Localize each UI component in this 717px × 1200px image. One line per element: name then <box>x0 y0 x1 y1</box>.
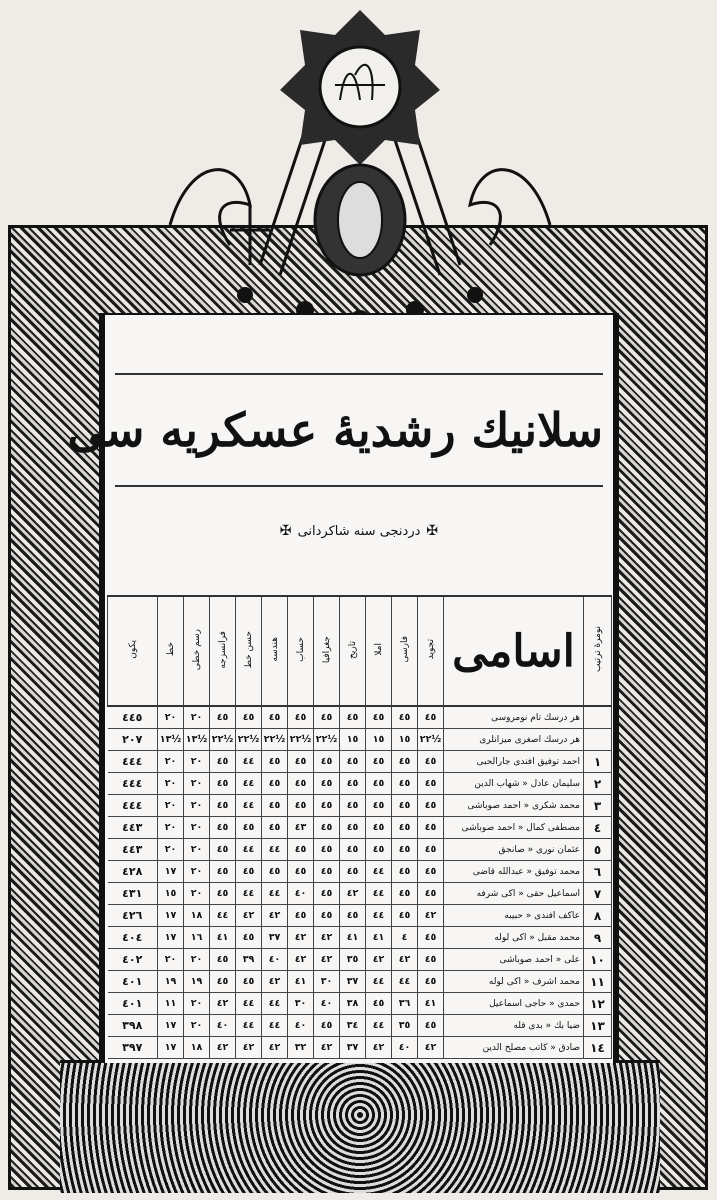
header-rank <box>584 596 612 706</box>
score-cell: ٤٥ <box>340 706 366 729</box>
score-cell: ٢٢½ <box>210 729 236 751</box>
score-cell: ٤٥ <box>366 706 392 729</box>
ornament-icon: ✠ <box>426 523 439 539</box>
score-cell: ٢٠ <box>158 751 184 773</box>
score-cell: ٤٤ <box>366 905 392 927</box>
table-row <box>108 839 612 861</box>
score-cell: ٤٢ <box>392 949 418 971</box>
score-cell: ٤٥ <box>262 751 288 773</box>
score-cell: ٤ <box>392 927 418 949</box>
score-cell: ١٧ <box>158 927 184 949</box>
score-cell: ٣٨ <box>340 993 366 1015</box>
score-cell: ٢٠ <box>158 817 184 839</box>
score-cell: ١٥ <box>392 729 418 751</box>
document-panel <box>67 315 613 1063</box>
score-cell: ٤٠ <box>288 1015 314 1037</box>
score-cell: ١٣½ <box>158 729 184 751</box>
bottom-ornament <box>60 1060 660 1193</box>
table-row <box>108 883 612 905</box>
score-cell: ٤٥ <box>314 706 340 729</box>
score-cell: ٤٢ <box>366 949 392 971</box>
score-cell: ٤٥ <box>236 817 262 839</box>
total-cell: ٤٠١ <box>108 993 158 1015</box>
header-subject-label: حسن خط <box>243 630 254 669</box>
score-cell: ٤٤ <box>366 1015 392 1037</box>
header-subject <box>184 596 210 706</box>
score-cell: ٣٤ <box>340 1015 366 1037</box>
header-subject-label: تاريخ <box>347 640 358 659</box>
score-cell: ٤٥ <box>262 773 288 795</box>
subtitle <box>105 523 613 539</box>
score-cell: ٤٤ <box>366 861 392 883</box>
score-cell: ٢٠ <box>158 773 184 795</box>
rank-cell: ٣ <box>584 795 612 817</box>
score-cell: ٤٤ <box>366 971 392 993</box>
rank-cell: ٩ <box>584 927 612 949</box>
score-cell: ٤٤ <box>236 773 262 795</box>
score-cell: ١٨ <box>184 1037 210 1059</box>
header-subject-label: جغرافيا <box>321 635 332 664</box>
score-cell: ١٦ <box>184 927 210 949</box>
table-row <box>108 729 612 751</box>
score-cell: ٤٤ <box>262 883 288 905</box>
score-cell: ٤٢ <box>288 927 314 949</box>
rank-cell: ١٣ <box>584 1015 612 1037</box>
total-cell: ٤٠٢ <box>108 949 158 971</box>
ornament-icon: ✠ <box>279 523 292 539</box>
score-cell: ١٧ <box>158 1037 184 1059</box>
student-name: محمد اشرف « اكى لوله <box>444 971 584 993</box>
score-cell: ٤٥ <box>366 993 392 1015</box>
header-subject <box>392 596 418 706</box>
score-cell: ٤٤ <box>392 971 418 993</box>
header-total-label: يكون <box>127 640 138 659</box>
score-cell: ٤٥ <box>210 706 236 729</box>
table-row <box>108 927 612 949</box>
score-cell: ٤٥ <box>314 839 340 861</box>
student-name: صادق « كاتب مصلح الدين <box>444 1037 584 1059</box>
score-cell: ٢٠ <box>158 949 184 971</box>
header-subject <box>288 596 314 706</box>
score-cell: ٣٥ <box>340 949 366 971</box>
score-cell: ٢٢½ <box>262 729 288 751</box>
score-cell: ٤٤ <box>210 905 236 927</box>
score-cell: ٤٥ <box>314 905 340 927</box>
score-cell: ٤٥ <box>262 795 288 817</box>
score-cell: ٤٠ <box>288 883 314 905</box>
score-cell: ٤٥ <box>366 817 392 839</box>
score-cell: ٢٠ <box>184 993 210 1015</box>
table-row <box>108 1015 612 1037</box>
rank-cell: ١٢ <box>584 993 612 1015</box>
score-cell: ٤٥ <box>288 795 314 817</box>
rank-cell: ٤ <box>584 817 612 839</box>
rank-cell: ١٠ <box>584 949 612 971</box>
score-cell: ٤٥ <box>288 861 314 883</box>
score-cell: ٤٥ <box>340 905 366 927</box>
score-cell: ٣٩ <box>236 949 262 971</box>
score-cell: ٤٥ <box>392 773 418 795</box>
score-cell: ٤٥ <box>210 949 236 971</box>
score-cell: ١٥ <box>366 729 392 751</box>
score-cell: ٤٥ <box>314 1015 340 1037</box>
subtitle-text: دردنجى سنه شاكردانى <box>297 524 421 539</box>
student-name: ضيا بك « بدى قله <box>444 1015 584 1037</box>
total-cell: ٤٤٤ <box>108 751 158 773</box>
student-name: هر درسك تام نومروسى <box>444 706 584 729</box>
score-cell: ٤٤ <box>236 1015 262 1037</box>
rank-cell: ٨ <box>584 905 612 927</box>
score-cell: ١٧ <box>158 1015 184 1037</box>
rank-cell: ٧ <box>584 883 612 905</box>
score-cell: ٤٥ <box>418 1015 444 1037</box>
score-cell: ٤٢ <box>236 1037 262 1059</box>
student-name: محمد شكرى « احمد صوباشى <box>444 795 584 817</box>
score-cell: ٤٥ <box>418 927 444 949</box>
score-cell: ٤٥ <box>288 839 314 861</box>
score-cell: ٣٠ <box>288 993 314 1015</box>
table-row <box>108 971 612 993</box>
score-cell: ٤٥ <box>288 773 314 795</box>
score-cell: ٣٧ <box>340 971 366 993</box>
score-cell: ٤٢ <box>340 883 366 905</box>
score-cell: ٤٥ <box>418 883 444 905</box>
total-cell: ٤٢٦ <box>108 905 158 927</box>
score-cell: ٢٠ <box>184 795 210 817</box>
score-cell: ٤٥ <box>236 706 262 729</box>
score-cell: ٤٥ <box>210 839 236 861</box>
score-cell: ٤٥ <box>418 817 444 839</box>
score-cell: ٤٥ <box>314 751 340 773</box>
score-cell: ٤٢ <box>314 1037 340 1059</box>
total-cell: ٤٠٤ <box>108 927 158 949</box>
student-name: حمدى « حاجى اسماعيل <box>444 993 584 1015</box>
score-cell: ٤٥ <box>392 839 418 861</box>
header-subject-label: تجويد <box>425 639 436 660</box>
score-cell: ٢٠ <box>184 751 210 773</box>
header-subject <box>210 596 236 706</box>
total-cell: ٤٤٤ <box>108 773 158 795</box>
total-cell: ٤٤٣ <box>108 817 158 839</box>
score-cell: ٤٥ <box>288 751 314 773</box>
rank-cell: ١١ <box>584 971 612 993</box>
score-cell: ٤١ <box>418 993 444 1015</box>
score-cell: ٢٢½ <box>418 729 444 751</box>
score-cell: ٤٥ <box>210 861 236 883</box>
score-cell: ٤٠ <box>314 993 340 1015</box>
score-cell: ١١ <box>158 993 184 1015</box>
rank-cell: ١٤ <box>584 1037 612 1059</box>
score-cell: ٤٣ <box>288 817 314 839</box>
score-cell: ٢٢½ <box>288 729 314 751</box>
score-cell: ٤٥ <box>366 795 392 817</box>
score-cell: ٤٥ <box>314 817 340 839</box>
score-cell: ٤٥ <box>236 927 262 949</box>
header-subject-label: هندسه <box>269 637 280 662</box>
student-name: محمد مقبل « اكى لوله <box>444 927 584 949</box>
score-cell: ٤٥ <box>236 971 262 993</box>
score-cell: ٤٥ <box>210 795 236 817</box>
score-cell: ٤٤ <box>262 993 288 1015</box>
score-cell: ٣٦ <box>392 993 418 1015</box>
score-cell: ٤٢ <box>288 949 314 971</box>
score-cell: ٣٥ <box>392 1015 418 1037</box>
score-cell: ٤٢ <box>210 1037 236 1059</box>
score-cell: ٤٤ <box>236 993 262 1015</box>
score-cell: ٤٥ <box>366 751 392 773</box>
student-name: سليمان عادل « شهاب الدين <box>444 773 584 795</box>
score-cell: ٣٢ <box>288 1037 314 1059</box>
score-cell: ٤٠ <box>392 1037 418 1059</box>
score-cell: ٤٥ <box>210 773 236 795</box>
score-cell: ٢٢½ <box>314 729 340 751</box>
score-cell: ٢٠ <box>158 795 184 817</box>
header-names: اسامى <box>444 596 584 706</box>
score-cell: ٤٥ <box>262 817 288 839</box>
header-rank-label: نومرۀ ترتيب <box>592 626 603 673</box>
score-cell: ٤٥ <box>392 861 418 883</box>
table-row <box>108 861 612 883</box>
score-cell: ٤٤ <box>262 1015 288 1037</box>
score-cell: ٤٢ <box>418 1037 444 1059</box>
student-name: مصطفى كمال « احمد صوباشى <box>444 817 584 839</box>
student-name: محمد توفيق « عبدالله قاضى <box>444 861 584 883</box>
score-cell: ٤٠ <box>210 1015 236 1037</box>
rank-cell <box>584 729 612 751</box>
student-name: اسماعيل حقى « اكى شرفه <box>444 883 584 905</box>
table-row <box>108 949 612 971</box>
score-cell: ٤٥ <box>340 795 366 817</box>
header-subject-label: خط <box>165 642 176 657</box>
score-cell: ١٥ <box>340 729 366 751</box>
score-cell: ٤٢ <box>314 927 340 949</box>
score-cell: ٤٥ <box>210 971 236 993</box>
score-cell: ٤٢ <box>366 1037 392 1059</box>
total-cell: ٤٠١ <box>108 971 158 993</box>
score-cell: ٤٥ <box>340 817 366 839</box>
score-cell: ٤٥ <box>210 883 236 905</box>
score-cell: ٣٧ <box>340 1037 366 1059</box>
header-subject-label: فارسى <box>399 636 410 663</box>
score-cell: ٤٥ <box>392 706 418 729</box>
score-cell: ٤٥ <box>418 706 444 729</box>
score-cell: ٤٥ <box>418 795 444 817</box>
score-cell: ٤٥ <box>418 949 444 971</box>
score-cell: ٣٠ <box>314 971 340 993</box>
score-cell: ٤٥ <box>262 706 288 729</box>
score-cell: ٢٠ <box>184 773 210 795</box>
rank-cell: ٢ <box>584 773 612 795</box>
score-cell: ٤٥ <box>288 905 314 927</box>
table-row <box>108 751 612 773</box>
score-cell: ٤٥ <box>340 839 366 861</box>
score-cell: ٤٤ <box>236 883 262 905</box>
table-row <box>108 1037 612 1059</box>
header-subject-label: حساب <box>295 637 306 662</box>
score-cell: ٢٠ <box>184 883 210 905</box>
score-cell: ٢٠ <box>184 1015 210 1037</box>
score-cell: ٤٤ <box>262 839 288 861</box>
student-name: هر درسك اصغرى ميزانلرى <box>444 729 584 751</box>
score-cell: ١٥ <box>158 883 184 905</box>
rank-cell: ٦ <box>584 861 612 883</box>
score-cell: ٤٥ <box>418 971 444 993</box>
header-subject <box>340 596 366 706</box>
score-cell: ٤٢ <box>314 949 340 971</box>
score-cell: ٤١ <box>366 927 392 949</box>
score-cell: ٤٥ <box>418 751 444 773</box>
header-subject-label: املا <box>373 643 384 656</box>
rank-cell: ١ <box>584 751 612 773</box>
score-cell: ٤٢ <box>262 905 288 927</box>
score-cell: ٤٥ <box>392 905 418 927</box>
score-cell: ٢٠ <box>184 861 210 883</box>
score-cell: ١٩ <box>158 971 184 993</box>
score-cell: ٤٥ <box>392 883 418 905</box>
score-cell: ٢٠ <box>184 817 210 839</box>
ottoman-coat-of-arms-emblem <box>150 5 570 345</box>
score-cell: ٤٥ <box>418 773 444 795</box>
score-cell: ٤١ <box>288 971 314 993</box>
score-cell: ٤٥ <box>314 795 340 817</box>
score-cell: ٤٥ <box>392 795 418 817</box>
total-cell: ٣٩٧ <box>108 1037 158 1059</box>
student-name: عاكف افندى « حبيبه <box>444 905 584 927</box>
total-cell: ٣٩٨ <box>108 1015 158 1037</box>
student-name: على « احمد صوباشى <box>444 949 584 971</box>
table-row <box>108 905 612 927</box>
score-cell: ٢٠ <box>184 949 210 971</box>
score-cell: ٤٥ <box>314 861 340 883</box>
score-cell: ٤٥ <box>366 839 392 861</box>
score-cell: ٤٥ <box>210 751 236 773</box>
score-cell: ٤٥ <box>418 839 444 861</box>
score-cell: ٤٥ <box>340 861 366 883</box>
score-cell: ٤٥ <box>340 773 366 795</box>
score-cell: ٤٥ <box>392 751 418 773</box>
score-cell: ٤٥ <box>418 861 444 883</box>
grades-table <box>107 595 612 1059</box>
total-cell: ٤٣١ <box>108 883 158 905</box>
header-subject <box>366 596 392 706</box>
score-cell: ٣٧ <box>262 927 288 949</box>
total-cell: ٤٤٤ <box>108 795 158 817</box>
student-name: احمد توفيق افندى جارالحبى <box>444 751 584 773</box>
score-cell: ٤٥ <box>314 883 340 905</box>
score-cell: ٤٢ <box>262 1037 288 1059</box>
rank-cell <box>584 706 612 729</box>
score-cell: ٤١ <box>340 927 366 949</box>
score-cell: ٤٥ <box>288 706 314 729</box>
table-header-row <box>108 596 612 706</box>
document-title: سلانيك رشديهٔ عسكريه سى <box>67 403 603 457</box>
header-subject <box>236 596 262 706</box>
score-cell: ١٣½ <box>184 729 210 751</box>
student-name: عثمان نورى « صانجق <box>444 839 584 861</box>
header-subject <box>262 596 288 706</box>
score-cell: ٢٠ <box>158 706 184 729</box>
header-subject <box>418 596 444 706</box>
header-subject <box>314 596 340 706</box>
score-cell: ٤١ <box>210 927 236 949</box>
score-cell: ٤٥ <box>392 817 418 839</box>
score-cell: ٤٥ <box>314 773 340 795</box>
rank-cell: ٥ <box>584 839 612 861</box>
score-cell: ٢٢½ <box>236 729 262 751</box>
total-cell: ٤٤٣ <box>108 839 158 861</box>
score-cell: ١٧ <box>158 861 184 883</box>
header-subject <box>158 596 184 706</box>
header-total <box>108 596 158 706</box>
table-row <box>108 706 612 729</box>
score-cell: ١٨ <box>184 905 210 927</box>
table-row <box>108 773 612 795</box>
table-row <box>108 993 612 1015</box>
score-cell: ٤٥ <box>210 817 236 839</box>
score-cell: ٤٤ <box>366 883 392 905</box>
total-cell: ٢٠٧ <box>108 729 158 751</box>
score-cell: ٤٢ <box>262 971 288 993</box>
header-subject-label: رسم خطى <box>191 628 202 671</box>
score-cell: ٤٥ <box>340 751 366 773</box>
total-cell: ٤٤٥ <box>108 706 158 729</box>
table-row <box>108 795 612 817</box>
score-cell: ٤٥ <box>366 773 392 795</box>
score-cell: ٢٠ <box>184 706 210 729</box>
score-cell: ١٧ <box>158 905 184 927</box>
score-cell: ٤٤ <box>236 795 262 817</box>
score-cell: ٢٠ <box>158 839 184 861</box>
score-cell: ٤٥ <box>262 861 288 883</box>
title-box <box>67 373 603 487</box>
score-cell: ٤٥ <box>236 861 262 883</box>
score-cell: ٤٤ <box>236 839 262 861</box>
score-cell: ٢٠ <box>184 839 210 861</box>
total-cell: ٤٢٨ <box>108 861 158 883</box>
header-subject-label: فرانسزجه <box>217 630 228 669</box>
score-cell: ١٩ <box>184 971 210 993</box>
score-cell: ٤٢ <box>236 905 262 927</box>
score-cell: ٤٠ <box>262 949 288 971</box>
score-cell: ٤٢ <box>418 905 444 927</box>
score-cell: ٤٤ <box>236 751 262 773</box>
score-cell: ٤٢ <box>210 993 236 1015</box>
table-row <box>108 817 612 839</box>
